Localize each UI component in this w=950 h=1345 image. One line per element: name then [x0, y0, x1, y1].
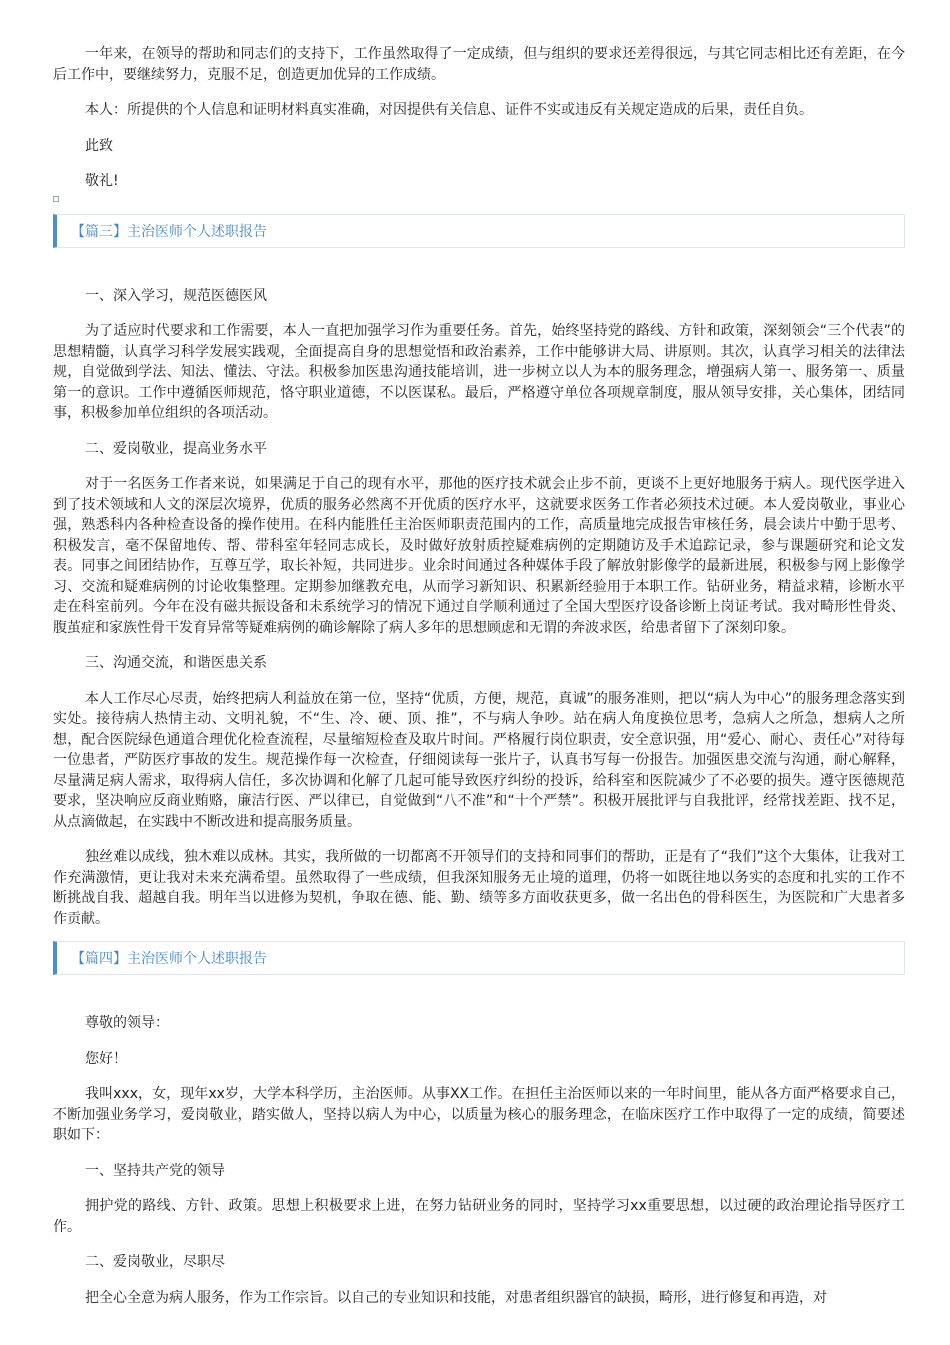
subheading: 二、爱岗敬业，尽职尽	[85, 1254, 225, 1270]
greeting-line: 您好！	[85, 1050, 127, 1067]
greeting-line: 尊敬的领导：	[85, 1015, 169, 1031]
image-placeholder-icon	[53, 196, 59, 202]
document-page	[53, 44, 905, 1308]
body-paragraph: 把全心全意为病人服务，作为工作宗旨。以自己的专业知识和技能，对患者组织器官的缺损，畸形，进行修复和再造，对	[85, 1289, 827, 1306]
subheading: 一、坚持共产党的领导	[85, 1162, 225, 1179]
body-paragraph: 为了适应时代要求和工作需要，本人一直把加强学习作为重要任务。首先，始终坚持党的路线、方针和政策，深刻领会“三个代表”的思想精髓，认真学习科学发展实践观，全面提高自身的思想觉悟和政治素养，工作中能够讲大局、讲原则。其次，认真学习相关的法律法规，自觉做到学法、知法、懂法、守法。积极参加医患沟通技能培训，进一步树立以人为本的服务理念，增强病人第一、服务第一、质量第一的意识。工作中遵循医师规范，恪守职业道德，不以医谋私。最后，严格遵守单位各项规章制度，服从领导安排，关心集体，团结同事，积极参加单位组织的各项活动。	[53, 323, 905, 421]
section-title: 【篇四】主治医师个人述职报告	[71, 951, 267, 967]
declaration-paragraph: 本人：所提供的个人信息和证明材料真实准确，对因提供有关信息、证件不实或违反有关规定造成的后果，责任自负。	[85, 102, 813, 118]
subheading: 一、深入学习，规范医德医风	[85, 287, 267, 304]
body-paragraph: 本人工作尽心尽责，始终把病人利益放在第一位，坚持“优质，方便，规范，真诚”的服务准则，把以“病人为中心”的服务理念落实到实处。接待病人热情主动、文明礼貌，不“生、冷、硬、顶、推”，不与病人争吵。站在病人角度换位思考，急病人之所急，想病人之所想，配合医院绿色通道合理优化检查流程，尽量缩短检查及取片时间。严格履行岗位职责，安全意识强，用“爱心、耐心、责任心”对待每一位患者，严防医疗事故的发生。规范操作每一次检查，仔细阅读每一张片子，认真书写每一份报告。加强医患交流与沟通，耐心解释，尽量满足病人需求，取得病人信任，多次协调和化解了几起可能导致医疗纠纷的投诉，给科室和医院减少了不必要的损失。遵守医德规范要求，坚决响应反商业贿赂，廉洁行医、严以律已，自觉做到“八不准”和“十个严禁”。积极开展批评与自我批评，经常找差距、找不足，从点滴做起，在实践中不断改进和提高服务质量。	[53, 690, 905, 830]
body-paragraph: 拥护党的路线、方针、政策。思想上积极要求上进，在努力钻研业务的同时，坚持学习xx重要思想，以过硬的政治理论指导医疗工作。	[53, 1198, 905, 1235]
subheading: 二、爱岗敬业，提高业务水平	[85, 440, 267, 457]
section-heading-3	[53, 214, 905, 248]
closing-paragraph: 一年来，在领导的帮助和同志们的支持下，工作虽然取得了一定成绩，但与组织的要求还差得很远，与其它同志相比还有差距，在今后工作中，要继续努力，克服不足，创造更加优异的工作成绩。	[53, 46, 905, 83]
subheading: 三、沟通交流，和谐医患关系	[85, 655, 267, 671]
body-paragraph: 我叫xxx，女，现年xx岁，大学本科学历，主治医师。从事XX工作。在担任主治医师以来的一年时间里，能从各方面严格要求自己，不断加强业务学习，爱岗敬业，踏实做人，坚持以病人为中心，以质量为核心的服务理念，在临床医疗工作中取得了一定的成绩，简要述职如下：	[53, 1086, 905, 1143]
body-paragraph: 独丝难以成线，独木难以成林。其实，我所做的一切都离不开领导们的支持和同事们的帮助，正是有了“我们”这个大集体，让我对工作充满激情，更让我对未来充满希望。虽然取得了一些成绩，但我深知服务无止境的道理，仍将一如既往地以务实的态度和扎实的工作不断挑战自我、超越自我。明年当以进修为契机，争取在德、能、勤、绩等多方面收获更多，做一名出色的骨科医生，为医院和广大患者多作贡献。	[53, 849, 905, 927]
section-heading-4	[53, 941, 905, 975]
section-title: 【篇三】主治医师个人述职报告	[71, 223, 267, 240]
salutation-line: 此致	[85, 137, 113, 154]
salutation-line: 敬礼!	[85, 173, 119, 189]
body-paragraph: 对于一名医务工作者来说，如果满足于自己的现有水平，那他的医疗技术就会止步不前，更谈不上更好地服务于病人。现代医学进入到了技术领域和人文的深层次境界，优质的服务必然离不开优质的医疗水平，这就要求医务工作者必须技术过硬。本人爱岗敬业，事业心强，熟悉科内各种检查设备的操作使用。在科内能胜任主治医师职责范围内的工作，高质量地完成报告审核任务，晨会读片中勤于思考、积极发言，毫不保留地传、帮、带科室年轻同志成长，及时做好放射质控疑难病例的定期随访及手术追踪记录，参与课题研究和论文发表。同事之间团结协作，互尊互学，取长补短，共同进步。业余时间通过各种媒体手段了解放射影像学的最新进展，积极参与网上影像学习、交流和疑难病例的讨论收集整理。定期参加继教充电，从而学习新知识、积累新经验用于本职工作。钻研业务，精益求精，诊断水平走在科室前列。今年在没有磁共振设备和未系统学习的情况下通过自学顺利通过了全国大型医疗设备诊断上岗证考试。我对畸形性骨炎、腹茧症和家族性骨干发育异常等疑难病例的确诊解除了病人多年的思想顾虑和无谓的奔波求医，给患者留下了深刻印象。	[53, 476, 905, 636]
